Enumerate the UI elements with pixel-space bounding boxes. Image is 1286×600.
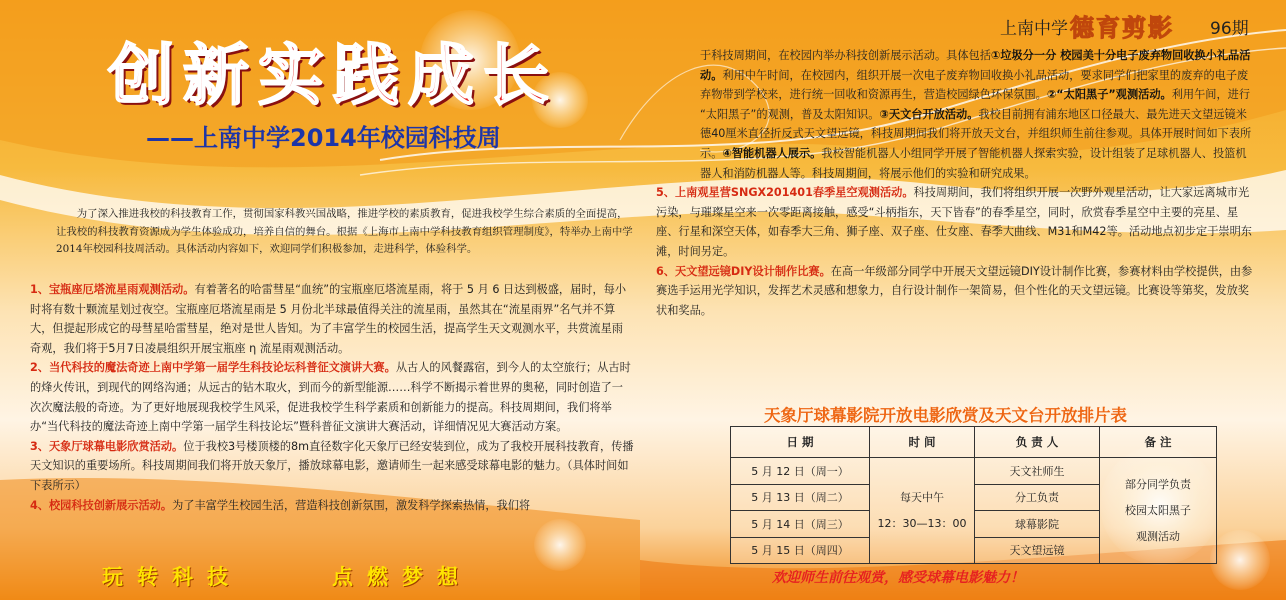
table-header-row [731, 427, 1217, 458]
date-cell: 5 月 14 日（周三） [731, 511, 870, 538]
list-item: 3、天象厅球幕电影欣赏活动。位于我校3号楼顶楼的8m直径数字化天象厅已经安装到位，成为了我校开展科技教育，传播天文知识的重要场所。科技周期间我们将开放天象厅，播放球幕电影，邀请师生一起来感受球幕电影的魅力。（具体时间如下表所示） [30, 439, 634, 492]
list-item: 6、天文望远镜DIY设计制作比赛。在高一年级部分同学中开展天文望远镜DIY设计制作比赛，参赛材料由学校提供，由参赛选手运用光学知识，发挥艺术灵感和想象力，自行设计制作一架简易，但个性化的天文望远镜。比赛设等第奖，发放奖状和奖品。 [656, 264, 1253, 317]
note-cell: 部分同学负责 校园太阳黑子 观测活动 [1100, 458, 1217, 564]
person-cell: 天文社师生 [975, 458, 1100, 485]
subtitle: ——上南中学2014年校园科技周 [146, 124, 501, 152]
column-header: 日 期 [731, 427, 870, 458]
main-title: 创新实践成长 [108, 36, 558, 114]
intro-paragraph: 为了深入推进我校的科技教育工作，贯彻国家科教兴国战略，推进学校的素质教育，促进我校学生综合素质的全面提高，让我校的科技教育资源成为学生体验成功，培养自信的舞台。根据《上海市上南中学科技教育组织管理制度》，特举办上南中学2014年校园科技周活动。具体活动内容如下，欢迎同学们积极参加，走进科学，体验科学。 [56, 208, 633, 255]
time-cell: 每天中午 12：30—13：00 [870, 458, 975, 564]
date-cell: 5 月 13 日（周二） [731, 484, 870, 511]
right-column [656, 46, 1256, 320]
date-cell: 5 月 12 日（周一） [731, 458, 870, 485]
slogan-left: 玩转科技 [102, 564, 242, 589]
list-item: 1、宝瓶座厄塔流星雨观测活动。有着著名的哈雷彗星“血统”的宝瓶座厄塔流星雨，将于 5 月 6 日达到极盛，届时，每小时将有数十颗流星划过夜空。宝瓶座厄塔流星雨是 5 月份北半球最值得关注的流星雨，虽然其在“流星雨界”名气并不算大，但提起形成它的母彗星哈雷彗星，绝对是世人皆知。为了丰富学生的校园生活，提高学生天文观测水平，共赏流星雨奇观，我们将于5月7日凌晨组织开展宝瓶座 η 流星雨观测活动。 [30, 283, 627, 355]
list-item: 5、上南观星营SNGX201401春季星空观测活动。科技周期间，我们将组织开展一次野外观星活动，让大家远离城市光污染，与璀璨星空来一次零距离接触，感受“斗柄指东，天下皆春”的春季星空，同时，欣赏春季星空中主要的亮星、星座、行星和深空天体，如春季大三角、狮子座、双子座、仕女座、春季大曲线、M31和M42等。活动地点初步定于崇明东滩，时间另定。 [656, 186, 1252, 258]
person-cell: 天文望远镜 [975, 537, 1100, 564]
person-cell: 分工负责 [975, 484, 1100, 511]
column-header: 负 责 人 [975, 427, 1100, 458]
footer-invitation: 欢迎师生前往观赏，感受球幕电影魅力！ [772, 570, 1024, 586]
table-row [731, 458, 1217, 485]
list-item: 2、当代科技的魔法奇迹上南中学第一届学生科技论坛科普征文演讲大赛。从古人的风餐露宿，到今人的太空旅行；从古时的烽火传讯，到现代的网络沟通；从远古的钻木取火，到而今的新型能源……科学不断揭示着世界的奥秘，同时创造了一次次魔法般的奇迹。为了更好地展现我校学生风采，促进我校学生科学素质和创新能力的提高。科技周期间，我们将举办“当代科技的魔法奇迹上南中学第一届学生科技论坛”暨科普征文演讲大赛活动，详细情况见大赛活动方案。 [30, 361, 631, 434]
activity-details: 于科技周期间，在校园内举办科技创新展示活动。具体包括①垃圾分一分 校园美十分电子废弃物回收换小礼品活动。利用中午时间，在校园内，组织开展一次电子废弃物回收换小礼品活动，要求同学们把家里的废弃的电子废弃物带到学校来，进行统一回收和资源再生，营造校园绿色环保氛围。②“太阳黑子”观测活动。利用午间，进行 “太阳黑子”的观测，普及太阳知识。③天文台开放活动。我校目前拥有浦东地区口径最大、最先进天文望远镜米德40厘米直径折反式天文望远镜，科技周期间我们将开放天文台，并组织师生前往参观。具体开展时间如下表所示。④智能机器人展示。我校智能机器人小组同学开展了智能机器人探索实验，设计组装了足球机器人、投篮机器人和消防机器人等。科技周期间，将展示他们的实验和研究成果。 [700, 49, 1252, 180]
schedule-title: 天象厅球幕影院开放电影欣赏及天文台开放排片表 [764, 406, 1127, 425]
left-column [30, 280, 634, 515]
header-school: 上南中学 [1000, 19, 1068, 39]
date-cell: 5 月 15 日（周四） [731, 537, 870, 564]
list-item: 4、校园科技创新展示活动。为了丰富学生校园生活，营造科技创新氛围，激发科学探索热情，我们将 [30, 498, 531, 512]
header-brand-logo: 德育剪影 [1070, 14, 1174, 42]
issue-number: 96期 [1210, 19, 1249, 39]
column-header: 时 间 [870, 427, 975, 458]
schedule-table [730, 426, 1217, 564]
person-cell: 球幕影院 [975, 511, 1100, 538]
column-header: 备 注 [1100, 427, 1217, 458]
slogan-right: 点燃梦想 [332, 564, 472, 589]
